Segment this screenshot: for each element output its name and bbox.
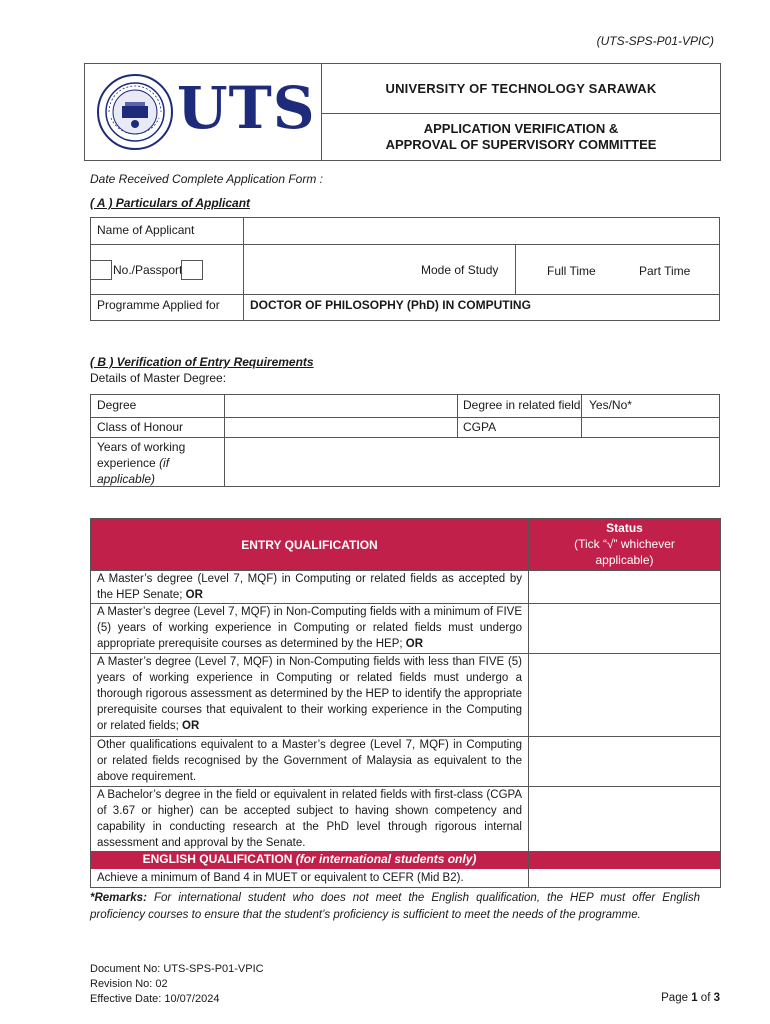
page-number — [661, 992, 720, 1004]
years-working-label — [97, 439, 222, 487]
name-of-applicant-label: Name of Applicant — [97, 223, 195, 237]
entry-qualification-heading: ENTRY QUALIFICATION — [91, 519, 528, 570]
effective-date: Effective Date: 10/07/2024 — [90, 993, 220, 1005]
status-sub2: applicable) — [595, 553, 654, 567]
english-requirement-row — [91, 869, 528, 887]
degree-label: Degree — [97, 398, 137, 412]
english-heading-text: ENGLISH QUALIFICATION — [142, 852, 293, 866]
remarks-text: For international student who does not meet the English qualification, the HEP must offer English proficiency courses to ensure that the student’s proficiency is sufficient to meet the needs of the programme. — [90, 892, 700, 921]
related-field-label: Degree in related field — [463, 398, 581, 412]
qualification-row-5 — [91, 786, 528, 851]
status-checkbox-4[interactable] — [528, 736, 720, 786]
remarks — [90, 890, 700, 924]
name-of-applicant-field[interactable] — [244, 219, 718, 243]
col-divider — [515, 244, 516, 294]
status-checkbox-1[interactable] — [528, 570, 720, 603]
uts-seal-icon — [95, 72, 175, 152]
class-of-honour-field[interactable] — [225, 418, 456, 436]
ic-checkbox[interactable] — [90, 260, 112, 280]
col-divider — [457, 395, 458, 437]
applicant-table — [90, 217, 720, 321]
row-divider — [91, 294, 719, 295]
date-received-label: Date Received Complete Application Form : — [90, 172, 323, 186]
status-heading: Status — [606, 521, 643, 535]
or-word: OR — [405, 638, 424, 650]
form-title-line2: APPROVAL OF SUPERVISORY COMMITTEE — [385, 137, 657, 152]
logo-cell — [85, 64, 322, 160]
document-reference: (UTS-SPS-P01-VPIC) — [596, 34, 714, 48]
qualification-row-2 — [91, 603, 528, 653]
mode-of-study-label: Mode of Study — [421, 263, 499, 277]
passport-checkbox[interactable] — [181, 260, 203, 280]
qualification-row-4 — [91, 736, 528, 786]
or-word: OR — [185, 589, 203, 601]
section-b-heading: ( B ) Verification of Entry Requirements — [90, 355, 314, 369]
form-title-line1: APPLICATION VERIFICATION & — [423, 121, 619, 136]
part-time-option[interactable]: Part Time — [639, 264, 691, 278]
status-checkbox-3[interactable] — [528, 653, 720, 736]
programme-value: DOCTOR OF PHILOSOPHY (PhD) IN COMPUTING — [250, 298, 531, 312]
revision-number: Revision No: 02 — [90, 978, 168, 990]
years-line1: Years of working — [97, 440, 186, 454]
english-status-header — [528, 851, 720, 869]
years-line2-text: experience — [97, 456, 156, 470]
class-of-honour-label: Class of Honour — [97, 420, 184, 434]
cgpa-field[interactable] — [582, 418, 718, 436]
status-sub1: (Tick “√” whichever — [574, 537, 675, 551]
remarks-label: *Remarks: — [90, 892, 147, 904]
qualification-4-text: Other qualifications equivalent to a Master’s degree (Level 7, MQF) in Computing or related fields recognised by the Government of Malaysia as equivalent to the above requirement. — [97, 739, 522, 783]
document-number: Document No: UTS-SPS-P01-VPIC — [90, 963, 264, 975]
qualification-5-text: A Bachelor’s degree in the field or equivalent in related fields with first-class (CGPA of 3.67 or higher) can be accepted subject to having shown competency and capability in conducting research at the PhD level through rigorous internal assessment and approval by the Senate. — [97, 789, 522, 849]
ic-passport-label: No./Passport — [113, 263, 183, 277]
qualification-row-3 — [91, 653, 528, 736]
years-if-text: (if — [159, 456, 170, 470]
university-name: UNIVERSITY OF TECHNOLOGY SARAWAK — [322, 64, 720, 114]
form-title — [322, 114, 720, 160]
document-footer — [90, 962, 264, 1007]
status-checkbox-2[interactable] — [528, 603, 720, 653]
qualification-text — [91, 571, 528, 603]
programme-label: Programme Applied for — [97, 298, 220, 312]
master-degree-table — [90, 394, 720, 487]
qualification-text — [91, 654, 528, 734]
entry-qualification-table — [90, 518, 721, 888]
yes-no-field[interactable]: Yes/No* — [589, 398, 632, 412]
english-requirement-text: Achieve a minimum of Band 4 in MUET or equivalent to CEFR (Mid B2). — [97, 872, 464, 884]
status-checkbox-english[interactable] — [528, 869, 720, 887]
cgpa-label: CGPA — [463, 420, 497, 434]
qualification-1-text: A Master’s degree (Level 7, MQF) in Computing or related fields as accepted by the HEP Senate; — [97, 573, 522, 601]
master-details-label: Details of Master Degree: — [90, 371, 227, 385]
page-word: Page — [661, 992, 688, 1004]
english-heading-italic: (for international students only) — [295, 852, 477, 866]
page-of: of — [700, 992, 711, 1004]
english-qualification-heading — [91, 851, 528, 869]
status-heading-cell — [528, 519, 720, 570]
years-line2 — [97, 455, 222, 471]
years-line3: applicable) — [97, 472, 156, 486]
uts-logo-text: UTS — [177, 74, 316, 142]
qualification-3-text: A Master’s degree (Level 7, MQF) in Non-Computing fields with less than FIVE (5) years of working experience in Computing or related fields must undergo a thorough rigorous assessment as determined by the HEP to identify the appropriate prerequisite courses that equivalent to their working experience in the Computing or related fields; — [97, 656, 522, 732]
degree-field[interactable] — [225, 396, 456, 416]
qualification-text — [91, 604, 528, 652]
header-box — [84, 63, 721, 161]
status-checkbox-5[interactable] — [528, 786, 720, 851]
qualification-row-1 — [91, 570, 528, 603]
full-time-option[interactable]: Full Time — [547, 264, 596, 278]
page-total: 3 — [713, 992, 720, 1004]
section-a-heading: ( A ) Particulars of Applicant — [90, 196, 251, 210]
years-working-field[interactable] — [225, 438, 718, 485]
qualification-2-text: A Master’s degree (Level 7, MQF) in Non-Computing fields with a minimum of FIVE (5) years of working experience in Computing or related fields must undergo appropriate prerequisite courses as determined by the HEP; — [97, 606, 522, 650]
page-current: 1 — [691, 992, 698, 1004]
or-word: OR — [182, 720, 200, 732]
